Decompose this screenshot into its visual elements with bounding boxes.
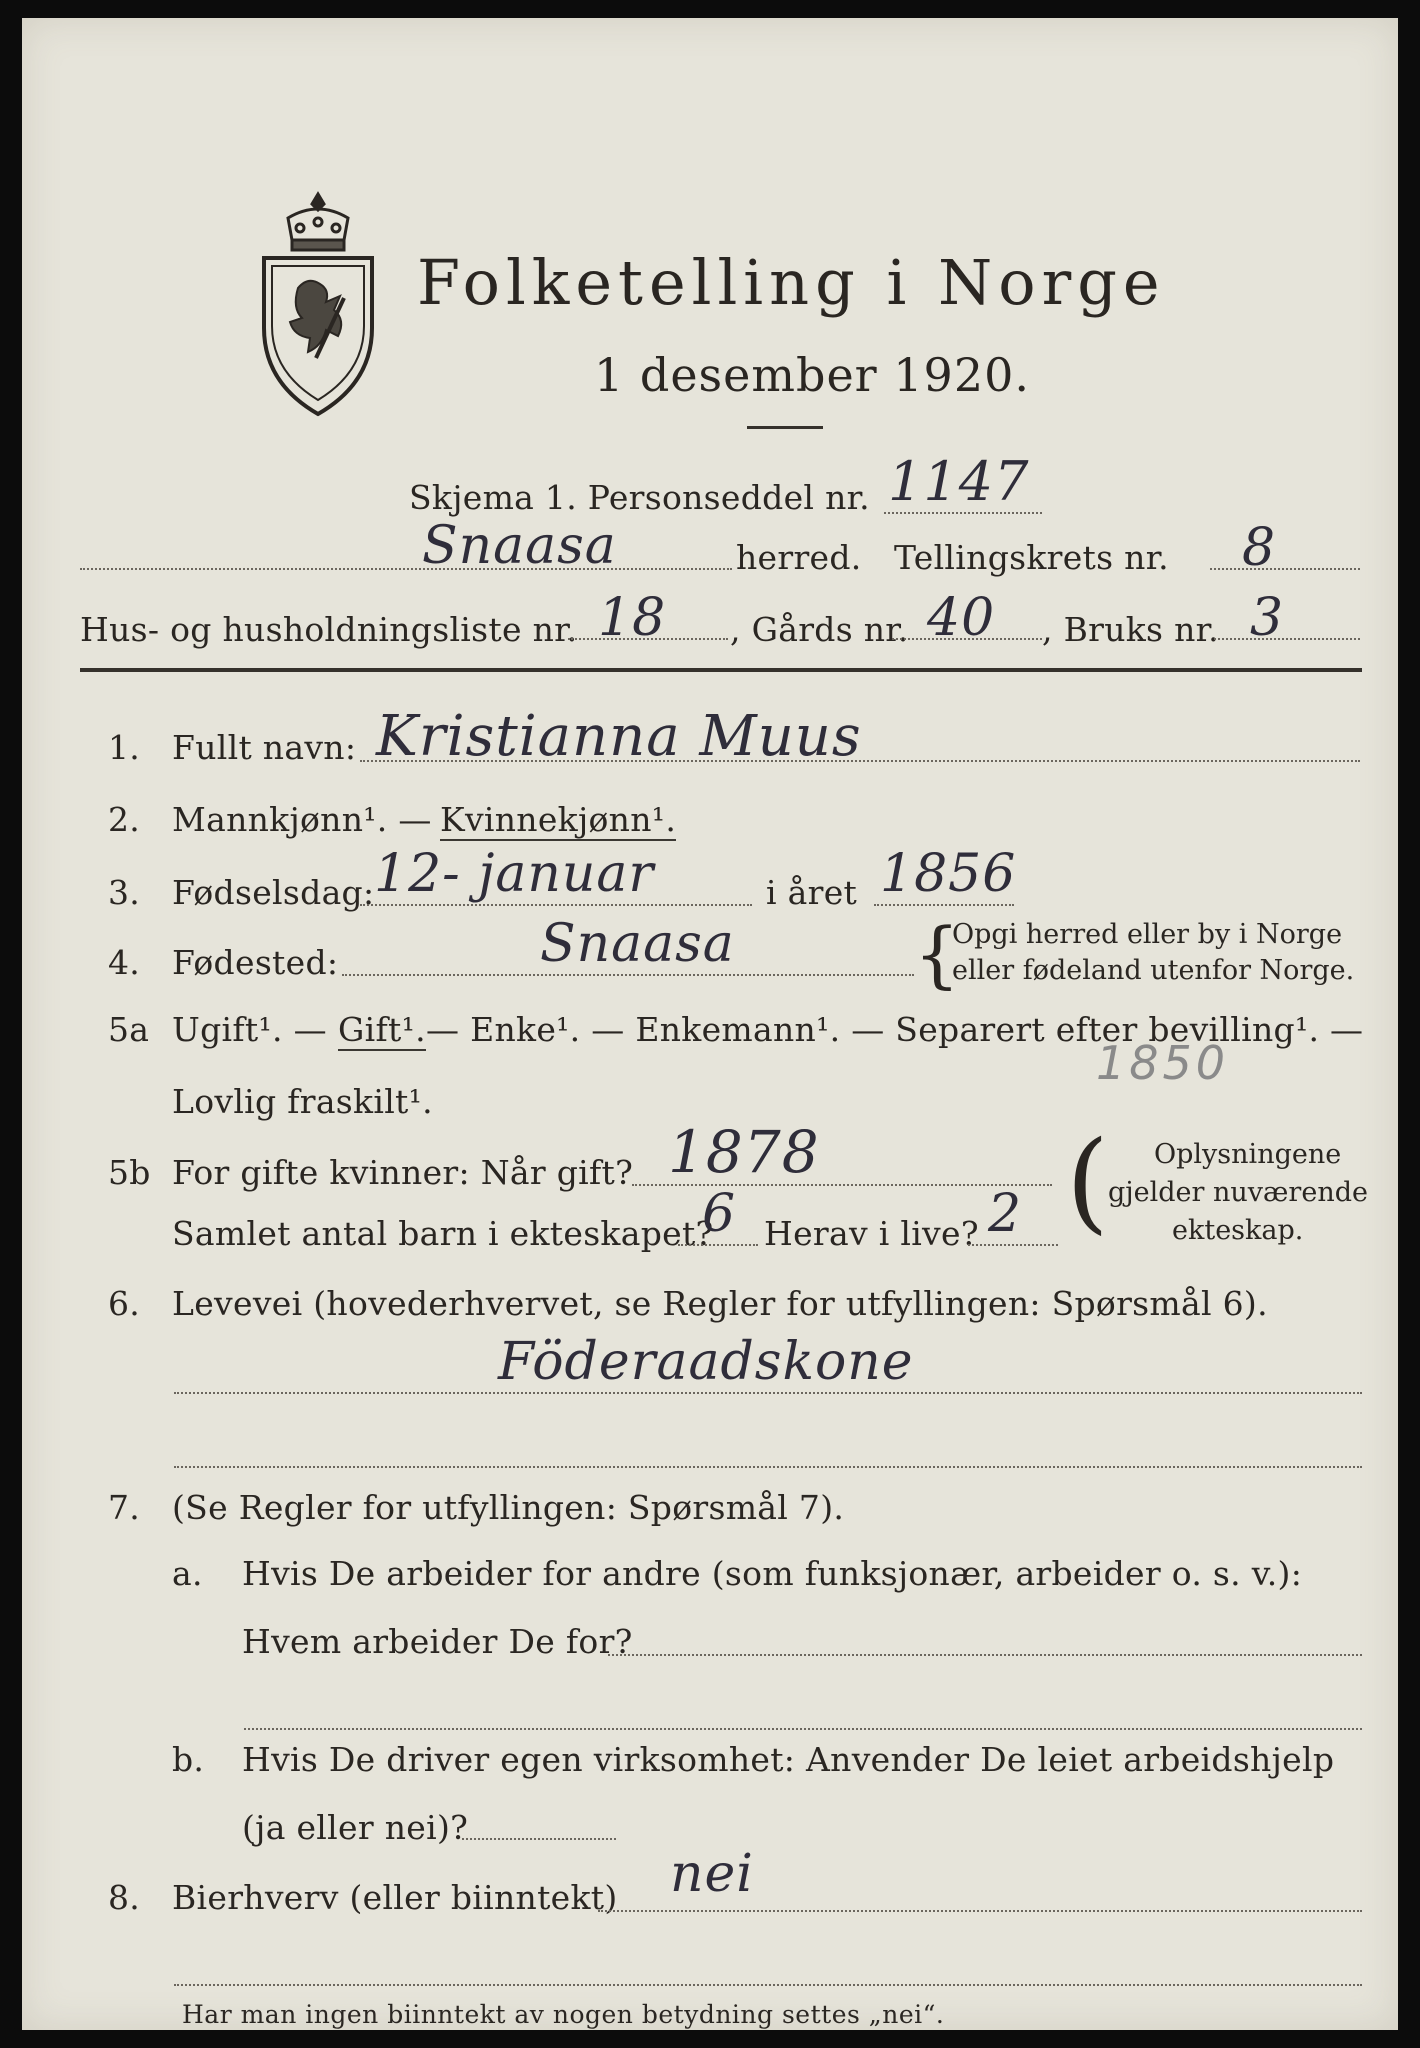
q3-day-field-line xyxy=(360,904,752,906)
q4-birthplace-value: Snaasa xyxy=(540,914,735,974)
q4-label: Fødested: xyxy=(172,943,339,982)
q1-label: Fullt navn: xyxy=(172,728,357,767)
herred-label: herred. xyxy=(736,538,862,577)
q8-field-line-1 xyxy=(598,1910,1362,1912)
household-list-label: Hus- og husholdningsliste nr. xyxy=(80,610,578,649)
q7-label: (Se Regler for utfyllingen: Spørsmål 7). xyxy=(172,1488,845,1527)
q7b-field-line xyxy=(462,1838,616,1840)
q5b-children-value: 6 xyxy=(702,1184,737,1244)
form-date: 1 desember 1920. xyxy=(594,348,1030,402)
form-title: Folketelling i Norge xyxy=(417,246,1166,319)
gard-label: , Gårds nr. xyxy=(730,610,909,649)
q5a-other-options: — Enke¹. — Enkemann¹. — Separert efter bevilling¹. — xyxy=(426,1010,1364,1049)
q4-note-line2: eller fødeland utenfor Norge. xyxy=(952,955,1355,986)
q5b-note-line2: gjelder nuværende xyxy=(1108,1177,1368,1208)
q5a-divorced-option: Lovlig fraskilt¹. xyxy=(172,1082,433,1121)
q5b-alive-label: Herav i live? xyxy=(764,1214,979,1253)
household-list-value: 18 xyxy=(598,588,667,648)
tellingskrets-label: Tellingskrets nr. xyxy=(894,538,1169,577)
title-divider xyxy=(747,426,823,429)
q4-number: 4. xyxy=(108,943,141,982)
tellingskrets-field-line xyxy=(1210,568,1360,570)
coat-of-arms-icon xyxy=(248,188,388,418)
q3-birth-year-value: 1856 xyxy=(880,844,1017,904)
q1-number: 1. xyxy=(108,728,141,767)
q1-full-name-value: Kristianna Muus xyxy=(376,704,862,769)
q7a-field-line-1 xyxy=(608,1654,1362,1656)
q7b-text: Hvis De driver egen virksomhet: Anvender De leiet arbeidshjelp xyxy=(242,1740,1335,1779)
schema-label: Skjema 1. Personseddel nr. xyxy=(409,478,870,517)
q7-number: 7. xyxy=(108,1488,141,1527)
q7b-letter: b. xyxy=(172,1740,205,1779)
q6-field-line-2 xyxy=(174,1466,1362,1468)
q5a-number: 5a xyxy=(108,1010,150,1049)
q8-number: 8. xyxy=(108,1878,141,1917)
tellingskrets-value: 8 xyxy=(1242,518,1277,578)
q3-year-field-line xyxy=(874,904,1014,906)
gard-value: 40 xyxy=(927,588,996,648)
q5b-note-line1: Oplysningene xyxy=(1154,1139,1342,1170)
q5b-married-year-value: 1878 xyxy=(668,1118,820,1186)
q5a-unmarried-option: Ugift¹. — xyxy=(172,1010,327,1049)
q5b-children-field-line xyxy=(678,1244,758,1246)
q3-label: Fødselsdag: xyxy=(172,873,375,912)
q6-field-line-1 xyxy=(174,1392,1362,1394)
q5b-label: For gifte kvinner: Når gift? xyxy=(172,1153,634,1192)
q5b-alive-value: 2 xyxy=(988,1184,1023,1244)
q5b-children-label: Samlet antal barn i ekteskapet? xyxy=(172,1214,714,1253)
q7a-letter: a. xyxy=(172,1554,203,1593)
schema-number-value: 1147 xyxy=(888,450,1030,513)
q3-number: 3. xyxy=(108,873,141,912)
q5a-pencil-note: 1850 xyxy=(1096,1036,1230,1090)
q5b-note-brace: ( xyxy=(1066,1117,1109,1245)
q2-male-option: Mannkjønn¹. — xyxy=(172,800,432,839)
herred-field-line xyxy=(80,568,732,570)
bruk-value: 3 xyxy=(1250,588,1285,648)
q3-year-label: i året xyxy=(766,873,858,912)
q2-number: 2. xyxy=(108,800,141,839)
q7a-field-line-2 xyxy=(244,1728,1362,1730)
q2-female-option: Kvinnekjønn¹. xyxy=(440,800,677,839)
census-form xyxy=(22,18,1398,2030)
q4-note-line1: Opgi herred eller by i Norge xyxy=(952,919,1343,950)
q6-label: Levevei (hovederhvervet, se Regler for utfyllingen: Spørsmål 6). xyxy=(172,1284,1268,1323)
q8-side-income-value: nei xyxy=(670,1844,754,1904)
q4-note-brace: { xyxy=(914,912,960,996)
q6-number: 6. xyxy=(108,1284,141,1323)
bruk-label: , Bruks nr. xyxy=(1042,610,1219,649)
q7a-question: Hvem arbeider De for? xyxy=(242,1622,633,1661)
q3-birthday-value: 12- januar xyxy=(374,844,655,904)
q4-field-line xyxy=(342,974,914,976)
herred-value: Snaasa xyxy=(422,516,617,576)
footer-note: Har man ingen biinntekt av nogen betydning settes „nei“. xyxy=(182,2000,945,2029)
q6-occupation-value: Föderaadskone xyxy=(498,1332,914,1392)
q8-field-line-2 xyxy=(174,1984,1362,1986)
bruk-field-line xyxy=(1214,638,1360,640)
q7a-text: Hvis De arbeider for andre (som funksjonær, arbeider o. s. v.): xyxy=(242,1554,1303,1593)
q5b-note-line3: ekteskap. xyxy=(1172,1215,1304,1246)
q7b-question: (ja eller nei)? xyxy=(242,1808,469,1847)
q8-label: Bierhverv (eller biinntekt) xyxy=(172,1878,618,1917)
q5a-married-option: Gift¹. xyxy=(338,1010,426,1049)
section-divider xyxy=(80,668,1362,672)
q5b-number: 5b xyxy=(108,1153,151,1192)
q5b-alive-field-line xyxy=(968,1244,1058,1246)
